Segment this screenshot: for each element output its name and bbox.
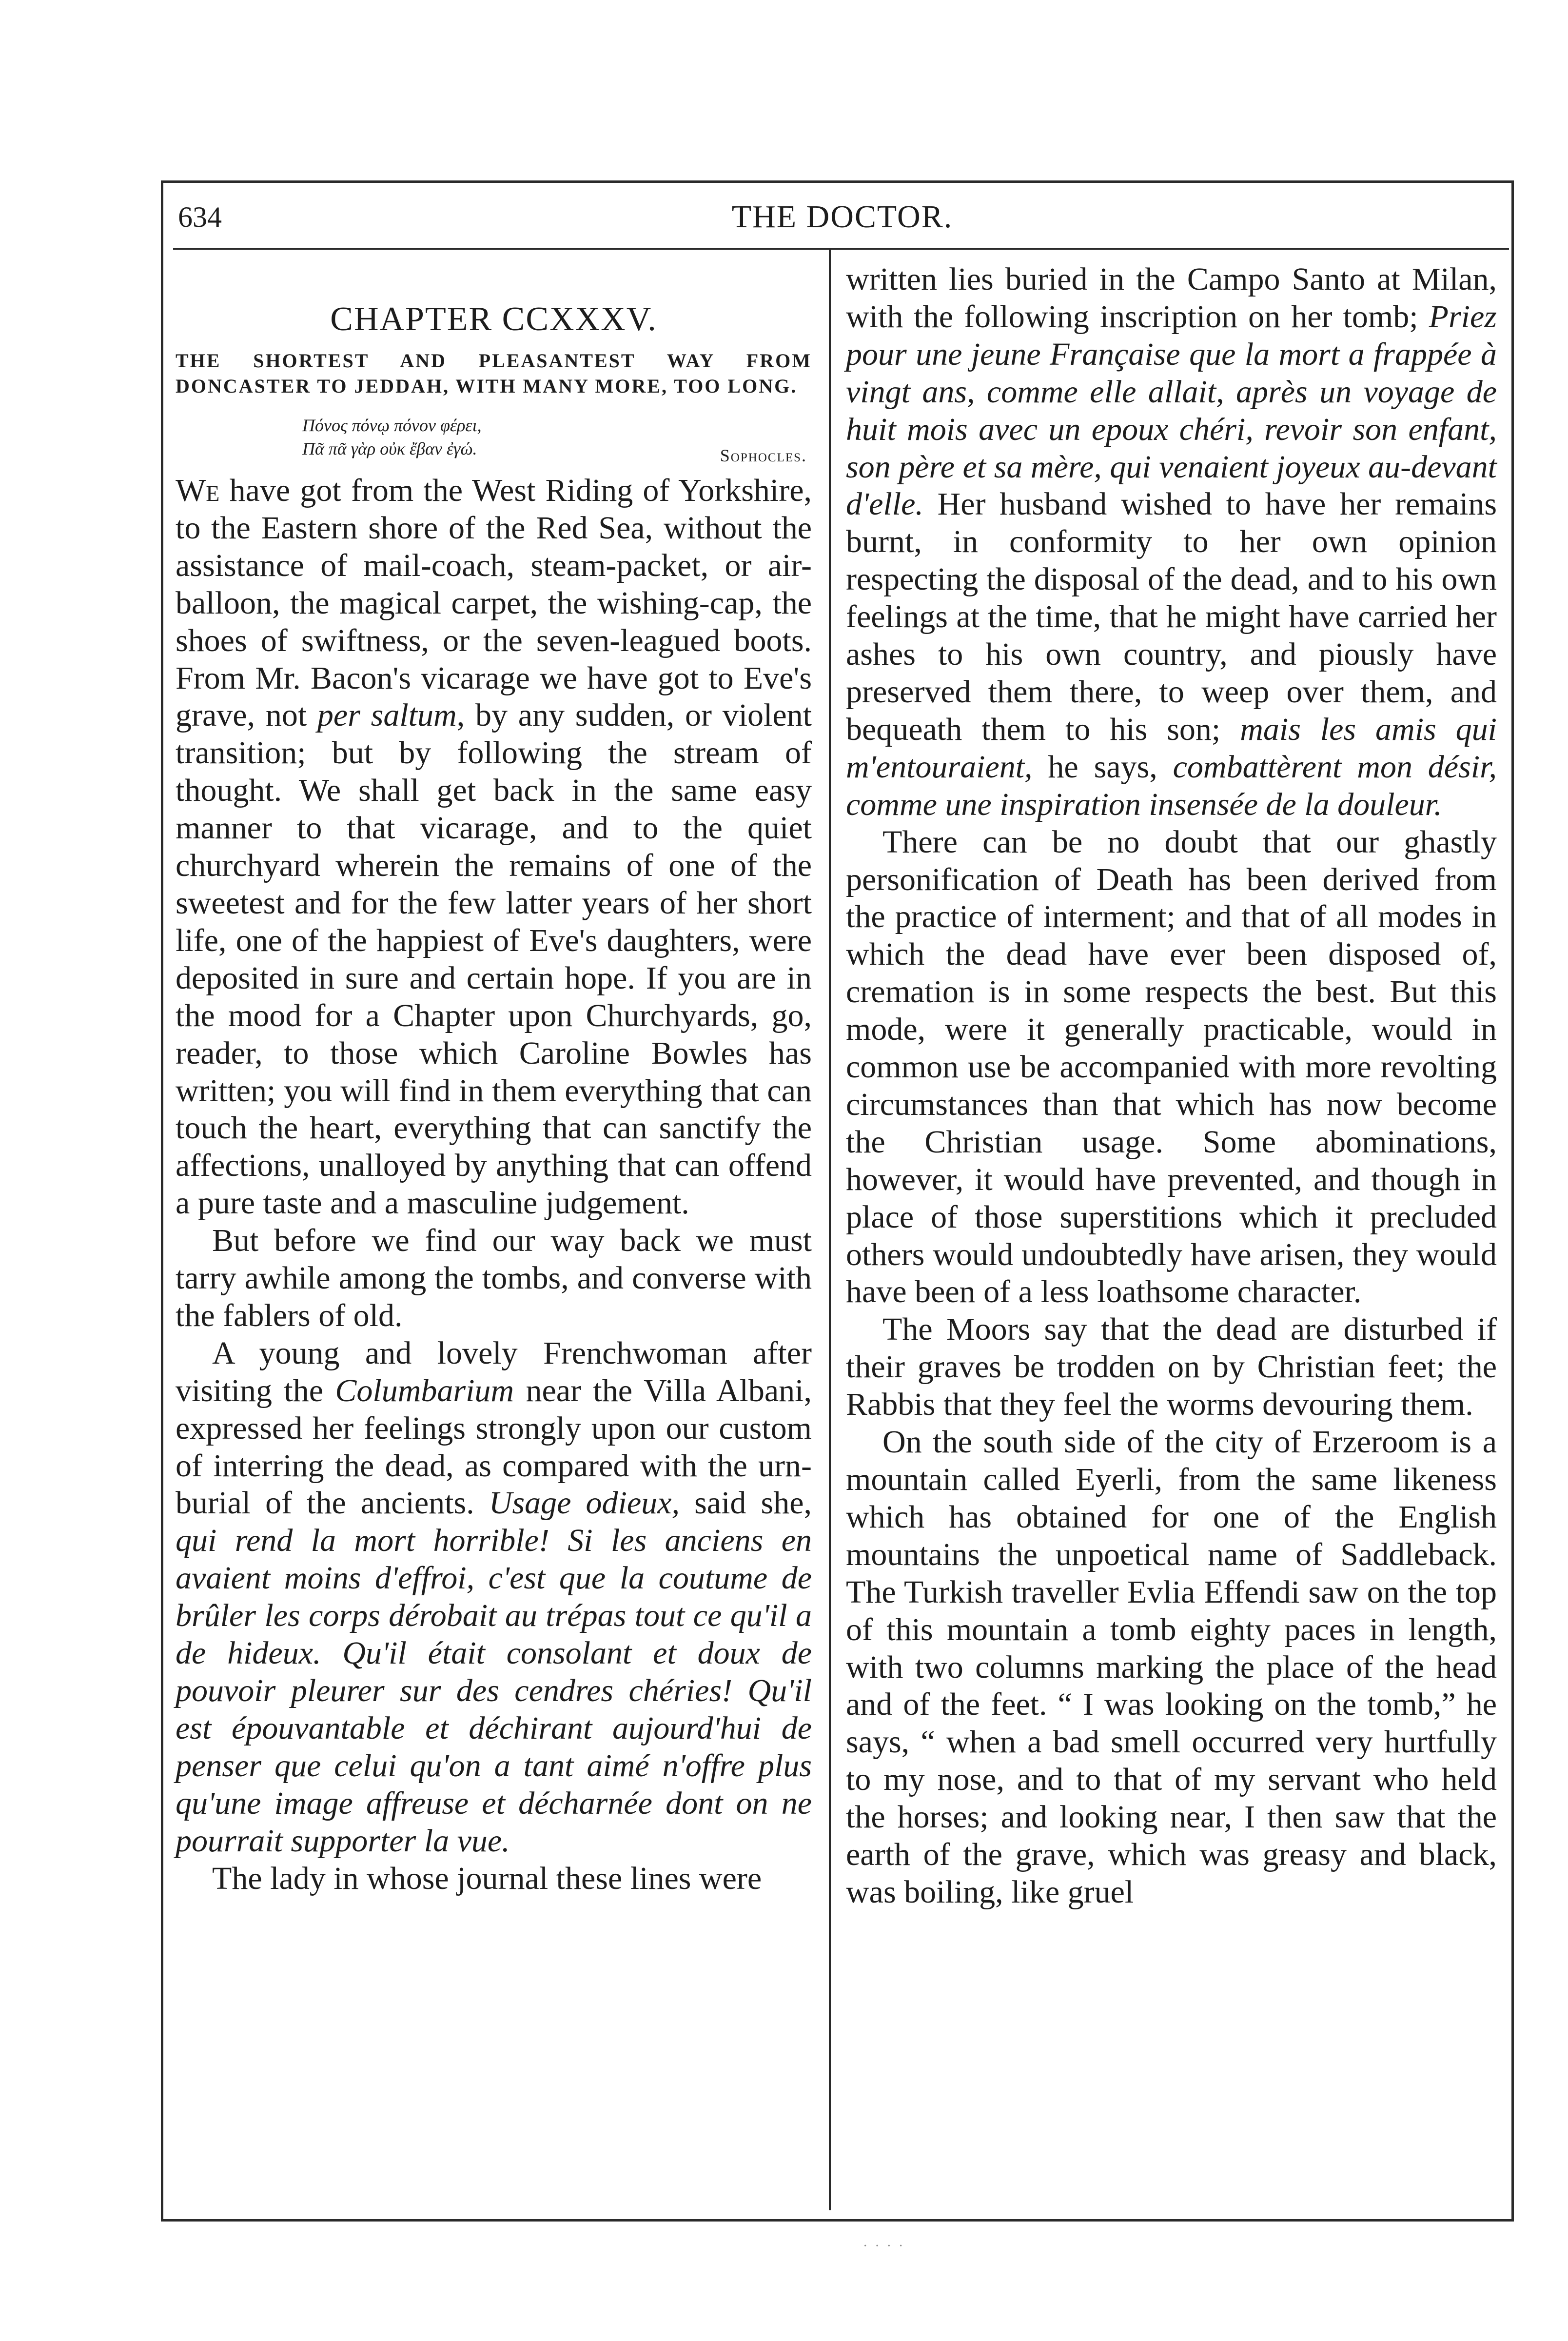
italic-run: mais les amis qui m'entouraient, — [846, 711, 1497, 785]
paragraph: The Moors say that the dead are disturbed if their graves be trodden on by Christian feet; the Rabbis that they feel the worms devouring them. — [846, 1311, 1497, 1423]
text-run: Her husband wished to have her remains burnt, in conformity to her own opinion respecting the disposal of the dead, and to his own feelings at the time, that he might have carried her ashes to his own country, and piously have preserved them there, to weep over them, and bequeath them to his son; — [846, 486, 1497, 747]
paragraph: But before we find our way back we must tarry awhile among the tombs, and converse with the fablers of old. — [176, 1223, 812, 1333]
left-column — [176, 258, 812, 1897]
paragraph: On the south side of the city of Erzeroom is a mountain called Eyerli, from the same likeness which has obtained for one of the English mountains the unpoetical name of Saddleback. The Turkish traveller Evlia Effendi saw on the top of this mountain a tomb eighty paces in length, with two columns marking the place of the head and of the feet. “ I was looking on the tomb,” he says, “ when a bad smell occurred very hurtfully to my nose, and to that of my servant who held the horses; and looking near, I then saw that the earth of the grave, which was greasy and black, was boiling, like gruel — [846, 1424, 1497, 1910]
paragraph: The lady in whose journal these lines were — [212, 1860, 762, 1896]
italic-run: Priez pour une jeune Française que la mort a frappée à vingt ans, comme elle allait, après un voyage de huit mois avec un epoux chéri, revoir son enfant, son père et sa mère, qui venaient joyeux au-devant d'elle. — [846, 298, 1497, 522]
paragraph: There can be no doubt that our ghastly personification of Death has been derived from the practice of interment; and that of all modes in which the dead have ever been disposed of, cremation is in some respects the best. But this mode, were it generally practicable, would in common use be accompanied with more revolting circumstances than that which has now become the Christian usage. Some abominations, however, it would have prevented, and though in place of those superstitions which it precluded others would undoubtedly have arisen, they would have been of a less loathsome character. — [846, 824, 1497, 1310]
text-run: A young and lovely Frenchwoman after visiting the — [176, 1335, 812, 1409]
epigraph-line: Πᾶ πᾶ γὰρ οὐκ ἔβαν ἐγώ. — [302, 439, 477, 458]
header-rule — [173, 248, 1509, 250]
page-header — [173, 193, 1511, 241]
text-run: he says, — [1032, 749, 1173, 785]
right-column — [846, 261, 1497, 1911]
frame-rule-bottom — [161, 2219, 1514, 2222]
frame-rule-right — [1511, 180, 1514, 2222]
italic-run: combattèrent mon désir, comme une inspiration insensée de la douleur. — [846, 749, 1497, 822]
chapter-title: CHAPTER CCXXXV. — [330, 300, 657, 338]
chapter-subtitle: THE SHORTEST AND PLEASANTEST WAY FROM DONCASTER TO JEDDAH, WITH MANY MORE, TOO LONG. — [176, 350, 812, 397]
italic-run: Usage odieux, — [489, 1485, 680, 1521]
running-title: THE DOCTOR. — [731, 199, 953, 235]
text-run: near the Villa Albani, expressed her feelings strongly upon our custom of interring the dead, as compared with the urn-burial of the ancients. — [176, 1372, 812, 1521]
epigraph — [176, 414, 812, 472]
frame-rule-left — [161, 180, 163, 2222]
italic-run: Columbarium — [335, 1372, 514, 1409]
paragraph — [846, 261, 1497, 824]
page-number: 634 — [178, 201, 222, 233]
epigraph-author: Sophocles. — [720, 446, 807, 465]
text-run: have got from the West Riding of Yorkshire, to the Eastern shore of the Red Sea, without the assistance of mail-coach, steam-packet, or air-balloon, the magical carpet, the wishing-cap, the shoes of swiftness, or the seven-leagued boots. From Mr. Bacon's vicarage we have got to Eve's grave, not — [176, 473, 812, 734]
footer-mark: · · · · — [863, 2239, 905, 2254]
column-divider — [829, 250, 831, 2210]
text-run: , by any sudden, or violent transition; but by following the stream of thought. We shall get back in the same easy manner to that vicarage, and to the quiet churchyard wherein the remains of one of the sweetest and for the few latter years of her short life, one of the happiest of Eve's daughters, were deposited in sure and certain hope. If you are in the mood for a Chapter upon Churchyards, go, reader, to those which Caroline Bowles has written; you will find in them everything that can touch the heart, everything that can sanctify the affections, unalloyed by anything that can offend a pure taste and a masculine judgement. — [176, 697, 812, 1221]
paragraph — [176, 1335, 812, 1860]
frame-rule-top — [161, 180, 1514, 183]
paragraph — [176, 472, 812, 1222]
text-run: said she, — [679, 1485, 812, 1521]
italic-run: per saltum — [317, 697, 457, 734]
epigraph-line: Πόνος πόνῳ πόνον φέρει, — [302, 416, 482, 435]
drop-word: We — [176, 473, 220, 508]
text-run: written lies buried in the Campo Santo at Milan, with the following inscription on her tomb; — [846, 261, 1497, 335]
italic-run: qui rend la mort horrible! Si les anciens en avaient moins d'effroi, c'est que la coutume de brûler les corps dérobait au trépas tout ce qu'il a de hideux. Qu'il était consolant et doux de pouvoir pleurer sur des cendres chéries! Qu'il est épouvantable et déchirant aujourd'hui de penser que celui qu'on a tant aimé n'offre plus qu'une image affreuse et décharnée dont on ne pourrait supporter la vue. — [176, 1523, 812, 1859]
